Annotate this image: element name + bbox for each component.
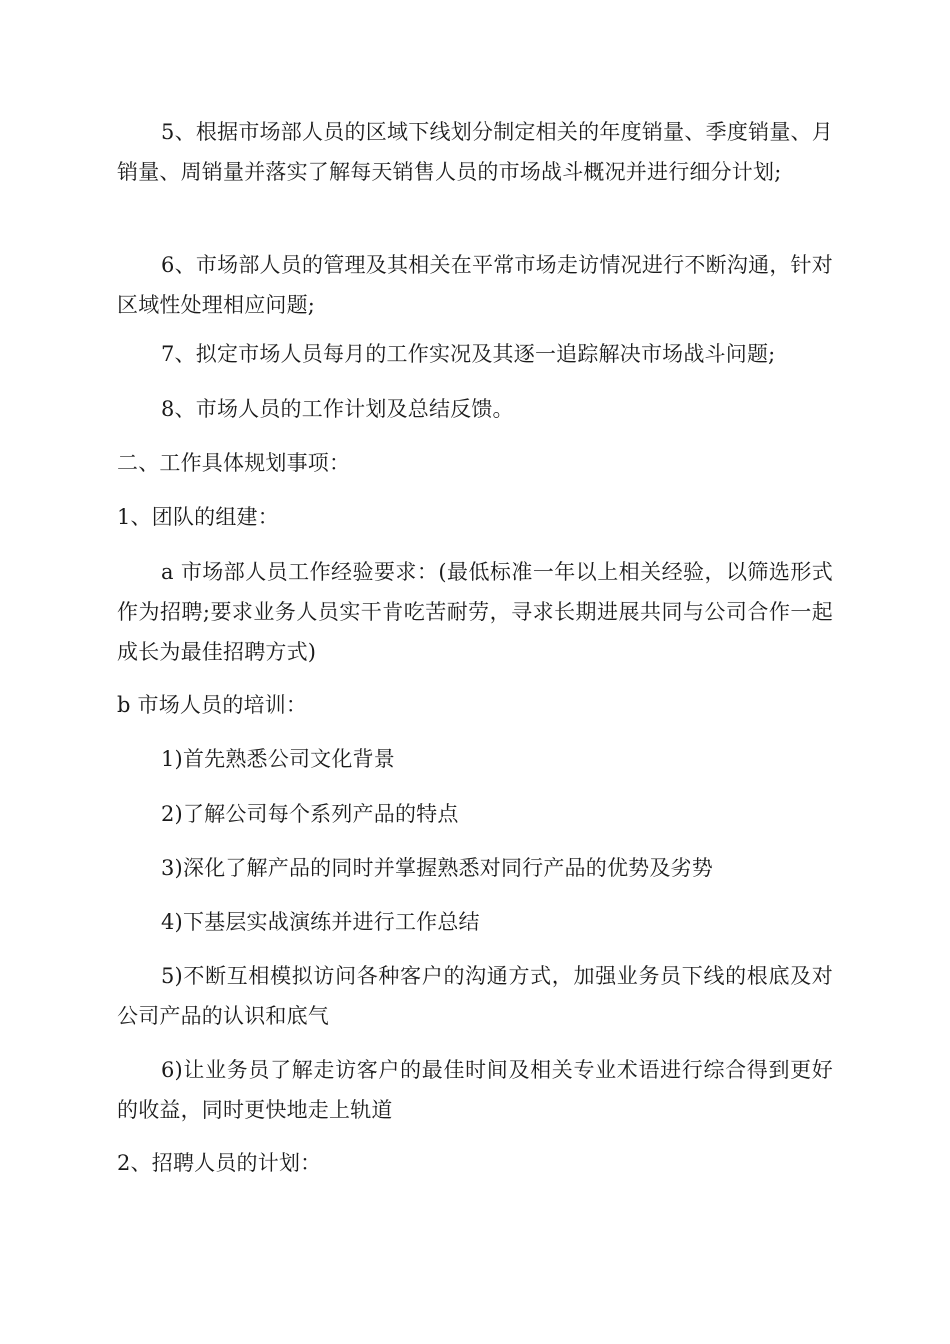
paragraph-item-a: a 市场部人员工作经验要求：(最低标准一年以上相关经验，以筛选形式作为招聘;要求业务人员实干肯吃苦耐劳，寻求长期进展共同与公司合作一起成长为最佳招聘方式) <box>117 560 833 664</box>
section-heading-2: 二、工作具体规划事项： <box>117 451 351 475</box>
subheading-team-building: 1、团队的组建： <box>117 505 279 529</box>
paragraph-item-8: 8、市场人员的工作计划及总结反馈。 <box>161 397 514 421</box>
training-item-1: 1)首先熟悉公司文化背景 <box>161 747 395 771</box>
training-item-2: 2)了解公司每个系列产品的特点 <box>161 802 459 826</box>
training-item-6: 6)让业务员了解走访客户的最佳时间及相关专业术语进行综合得到更好的收益，同时更快地走上轨道 <box>117 1058 833 1122</box>
paragraph-item-5: 5、根据市场部人员的区域下线划分制定相关的年度销量、季度销量、月销量、周销量并落实了解每天销售人员的市场战斗概况并进行细分计划; <box>117 120 833 184</box>
training-item-5: 5)不断互相模拟访问各种客户的沟通方式，加强业务员下线的根底及对公司产品的认识和底气 <box>117 964 833 1028</box>
paragraph-item-7: 7、拟定市场人员每月的工作实况及其逐一追踪解决市场战斗问题; <box>161 342 776 366</box>
paragraph-item-6: 6、市场部人员的管理及其相关在平常市场走访情况进行不断沟通，针对区域性处理相应问题; <box>117 253 833 317</box>
training-item-3: 3)深化了解产品的同时并掌握熟悉对同行产品的优势及劣势 <box>161 856 713 880</box>
paragraph-item-b: b 市场人员的培训： <box>117 693 308 717</box>
training-item-4: 4)下基层实战演练并进行工作总结 <box>161 910 480 934</box>
subheading-recruitment-plan: 2、招聘人员的计划： <box>117 1151 322 1175</box>
